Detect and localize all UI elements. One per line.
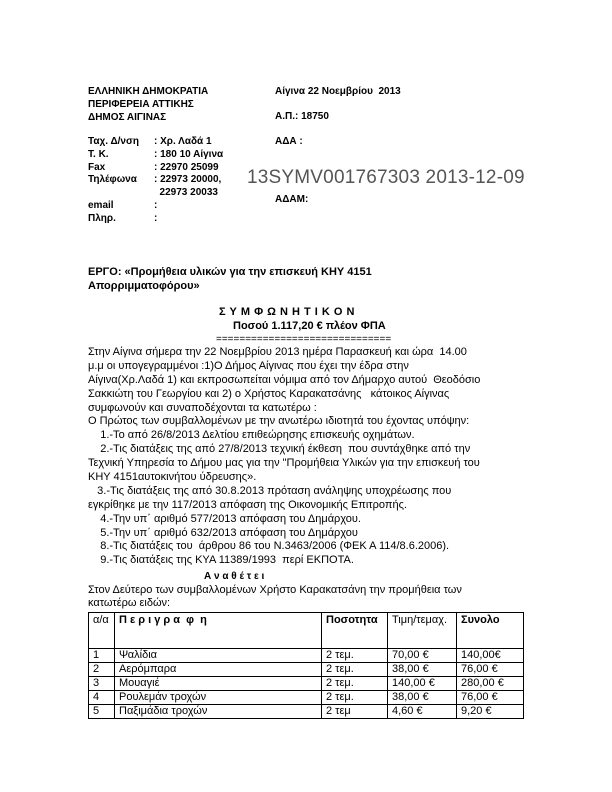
items-table (88, 612, 524, 719)
body-line: 3.-Τις διατάξεις της από 30.8.2013 πρόταση ανάληψης υποχρέωσης που (88, 484, 452, 497)
table-cell: 70,00 € (388, 649, 457, 663)
protocol-number: Α.Π.: 18750 (275, 111, 329, 122)
issuer-line: ΕΛΛΗΝΙΚΗ ΔΗΜΟΚΡΑΤΙΑ (88, 86, 209, 97)
table-header-row (89, 613, 524, 649)
table-cell: 2 τεμ. (322, 691, 388, 705)
assign-line: κατωτέρω ειδών: (88, 597, 171, 610)
contact-value: : (154, 199, 158, 211)
contact-row (88, 174, 223, 187)
contact-row (88, 187, 223, 200)
col-quantity: Ποσοτητα (322, 613, 388, 649)
col-description: Π ε ρ ι γ ρ α φ η (115, 613, 322, 649)
contact-value: : 22970 25099 (154, 161, 219, 173)
table-cell: 2 τεμ. (322, 677, 388, 691)
separator: ============================== (216, 334, 392, 345)
body-line: εγκρίθηκε με την 117/2013 απόφαση της Οικονομικής Επιτροπής. (88, 498, 407, 511)
contact-value: : 180 10 Αίγινα (154, 148, 224, 160)
agreement-body (88, 346, 548, 568)
table-cell: 2 τεμ. (322, 649, 388, 663)
table-row (89, 691, 524, 705)
registry-stamp: 13SYMV001767303 2013-12-09 (247, 167, 525, 188)
assigns-heading: Α ν α θ έ τ ε ι (204, 571, 265, 582)
table-cell: 2 (89, 663, 115, 677)
ada-label: ΑΔΑ : (275, 136, 303, 147)
table-row (89, 649, 524, 663)
contact-value: : 22973 20000, (154, 174, 222, 186)
assign-text (88, 584, 462, 610)
contact-row (88, 213, 223, 226)
table-row (89, 705, 524, 719)
body-line: ΚΗΥ 4151αυτοκινήτου ύδρευσης». (88, 471, 257, 484)
table-cell: Αερόμπαρα (115, 663, 322, 677)
table-cell: Ρουλεμάν τροχών (115, 691, 322, 705)
body-line: Σακκιώτη του Γεωργίου και 2) ο Χρήστος Καρακατσάνης κάτοικος Αίγινας (88, 387, 450, 400)
contact-row (88, 200, 223, 213)
table-cell: 140,00 € (388, 677, 457, 691)
body-line: 5.-Την υπ΄ αριθμό 632/2013 απόφαση του Δημάρχου (88, 526, 358, 539)
contact-label: email (88, 199, 114, 211)
table-row (89, 677, 524, 691)
contact-label: Τηλέφωνα (88, 174, 137, 186)
contact-value: : Χρ. Λαδά 1 (154, 136, 212, 147)
contact-label: Ταχ. Δ/νση (88, 136, 139, 147)
table-cell: Παξιμάδια τροχών (115, 705, 322, 719)
table-row (89, 663, 524, 677)
doc-title: Σ Υ Μ Φ Ω Ν Η Τ Ι Κ Ο Ν (219, 306, 355, 318)
project-title (88, 266, 372, 293)
body-line: μ.μ οι υπογεγραμμένοι :1)Ο Δήμος Αίγινας που έχει την έδρα στην (88, 359, 409, 372)
project-line: ΕΡΓΟ: «Προμήθεια υλικών για την επισκευή ΚΗΥ 4151 (88, 266, 372, 278)
assign-line: Στον Δεύτερο των συμβαλλομένων Χρήστο Καρακατσάνη την προμήθεια των (88, 584, 462, 596)
table-cell: 3 (89, 677, 115, 691)
table-cell: 4,60 € (388, 705, 457, 719)
body-line: Ο Πρώτος των συμβαλλομένων με την ανωτέρω ιδιοτητά του έχοντας υπόψην: (88, 415, 470, 428)
contact-row (88, 136, 223, 149)
body-line: 9.-Τις διατάξεις της ΚΥΑ 11389/1993 περί ΕΚΠΟΤΑ. (88, 554, 354, 567)
issuer-block (88, 86, 208, 124)
table-cell: 5 (89, 705, 115, 719)
col-unit-price: Τιμη/τεμαχ. (388, 613, 457, 649)
table-cell: 9,20 € (457, 705, 524, 719)
body-line: Αίγινα(Χρ.Λαδά 1) και εκπροσωπείται νόμιμα από τον Δήμαρχο αυτού Θεοδόσιο (88, 373, 481, 386)
body-line: Στην Αίγινα σήμερα την 22 Νοεμβρίου 2013 ημέρα Παρασκευή και ώρα 14.00 (88, 346, 467, 358)
contact-row (88, 162, 223, 175)
col-total: Συνολο (457, 613, 524, 649)
body-line: συμφωνούν και συναποδέχονται τα κατωτέρω : (88, 401, 317, 414)
contact-label: Πληρ. (88, 212, 116, 224)
doc-date: Αίγινα 22 Νοεμβρίου 2013 (275, 86, 401, 97)
table-cell: 2 τεμ. (322, 663, 388, 677)
adam-label: ΑΔΑΜ: (275, 194, 309, 205)
contact-row (88, 149, 223, 162)
col-aa: α/α (89, 613, 115, 649)
body-line: 2.-Τις διατάξεις της από 27/8/2013 τεχνική έκθεση που συντάχθηκε από την (88, 443, 471, 456)
body-line: 1.-Το από 26/8/2013 Δελτίου επιθεώρησης επισκευής οχημάτων. (88, 429, 415, 442)
table-cell: 76,00 € (457, 663, 524, 677)
table-cell: 4 (89, 691, 115, 705)
table-cell: 38,00 € (388, 691, 457, 705)
contact-block (88, 136, 223, 226)
issuer-line: ΠΕΡΙΦΕΡΕΙΑ ΑΤΤΙΚΗΣ (88, 98, 194, 110)
table-cell: Ψαλίδια (115, 649, 322, 663)
table-cell: Μουαγιέ (115, 677, 322, 691)
table-cell: 140,00€ (457, 649, 524, 663)
contact-label: Τ. Κ. (88, 148, 109, 160)
contact-value: : (154, 212, 158, 224)
amount: Ποσού 1.117,20 € πλέον ΦΠΑ (233, 320, 386, 332)
table-cell: 76,00 € (457, 691, 524, 705)
table-cell: 280,00 € (457, 677, 524, 691)
contact-label: Fax (88, 161, 106, 173)
table-cell: 2 τεμ (322, 705, 388, 719)
body-line: Τεχνική Υπηρεσία το Δήμου μας για την "Προμήθεια Υλικών για την επισκευή του (88, 457, 480, 470)
body-line: 8.-Τις διατάξεις του άρθρου 86 του Ν.3463/2006 (ΦΕΚ Α 114/8.6.2006). (88, 540, 450, 553)
contact-value: 22973 20033 (154, 187, 218, 199)
project-line: Απορριμματοφόρου» (88, 279, 200, 292)
table-cell: 1 (89, 649, 115, 663)
issuer-line: ΔΗΜΟΣ ΑΙΓΙΝΑΣ (88, 111, 167, 123)
body-line: 4.-Την υπ΄ αριθμό 577/2013 απόφαση του Δημάρχου. (88, 512, 361, 525)
table-cell: 38,00 € (388, 663, 457, 677)
